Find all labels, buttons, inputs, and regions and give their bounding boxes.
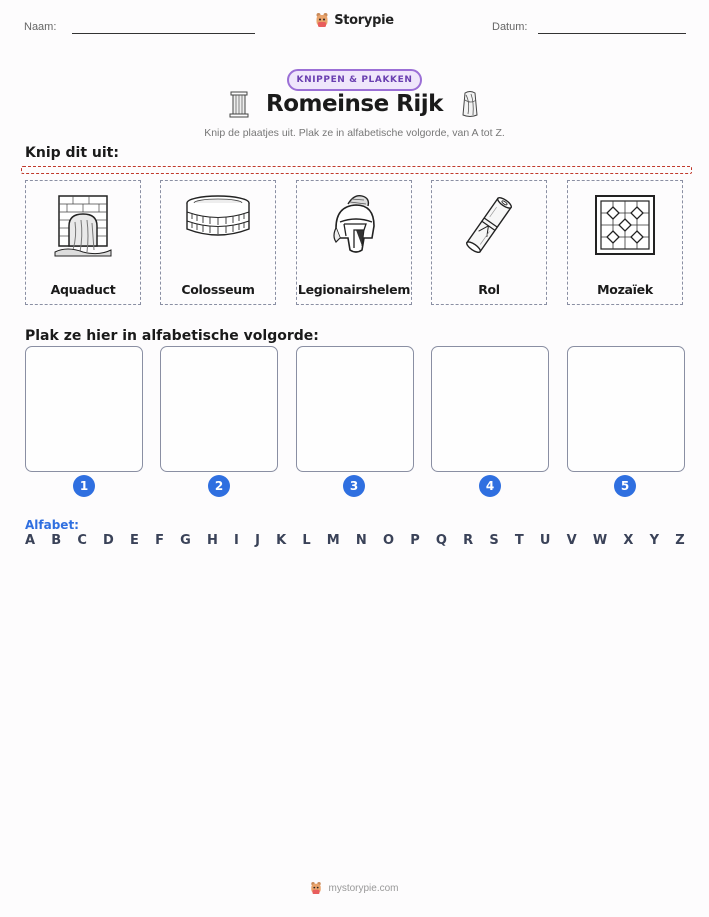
- alphabet-letter: X: [623, 533, 634, 548]
- alphabet-letter: S: [489, 533, 499, 548]
- alphabet-letter: M: [326, 533, 340, 548]
- mosaic-icon: [594, 194, 656, 256]
- alphabet-letter: L: [302, 533, 311, 548]
- alphabet-letter: N: [355, 533, 367, 548]
- cut-card-mozaiek[interactable]: [567, 180, 683, 305]
- page-title: Romeinse Rijk: [266, 91, 443, 117]
- number-badge-3: 3: [343, 475, 365, 497]
- cut-line: [21, 166, 692, 174]
- alphabet-letter: F: [155, 533, 164, 548]
- name-label: Naam:: [24, 21, 57, 33]
- scroll-icon: [462, 192, 516, 258]
- alphabet-letter: R: [463, 533, 474, 548]
- brand-name: Storypie: [334, 12, 394, 28]
- paste-box-1[interactable]: [25, 346, 143, 472]
- card-label: Colosseum: [181, 282, 255, 297]
- card-label: Legionairshelem: [297, 282, 411, 297]
- alphabet-letter: Y: [649, 533, 660, 548]
- alphabet-letter: B: [51, 533, 62, 548]
- alphabet-letter: C: [77, 533, 87, 548]
- footer: [0, 880, 709, 899]
- date-label: Datum:: [492, 21, 528, 33]
- paste-box-5[interactable]: [567, 346, 685, 472]
- column-ruin-icon: [228, 90, 250, 118]
- cut-card-aquaduct[interactable]: [25, 180, 141, 305]
- alphabet-letter: I: [234, 533, 239, 548]
- paste-box-2[interactable]: [160, 346, 278, 472]
- alphabet-letter: E: [130, 533, 139, 548]
- alphabet-heading: Alfabet:: [25, 518, 79, 532]
- activity-badge: KNIPPEN & PLAKKEN: [287, 69, 423, 91]
- cut-card-colosseum[interactable]: [160, 180, 276, 305]
- storypie-logo-icon: [315, 12, 329, 28]
- alphabet-letter: W: [592, 533, 608, 548]
- helmet-icon: [326, 192, 382, 258]
- alphabet-letter: P: [410, 533, 420, 548]
- card-label: Rol: [478, 282, 500, 297]
- paste-heading: Plak ze hier in alfabetische volgorde:: [25, 328, 319, 344]
- alphabet-letter: U: [539, 533, 551, 548]
- aqueduct-icon: [53, 192, 113, 258]
- storypie-logo-icon: [310, 881, 322, 895]
- alphabet-letter: J: [255, 533, 260, 548]
- alphabet-letter: T: [514, 533, 524, 548]
- number-badge-4: 4: [479, 475, 501, 497]
- colosseum-icon: [184, 193, 252, 243]
- alphabet-row: [25, 533, 685, 548]
- card-label: Aquaduct: [50, 282, 116, 297]
- alphabet-letter: Z: [675, 533, 685, 548]
- alphabet-letter: H: [206, 533, 218, 548]
- number-badge-2: 2: [208, 475, 230, 497]
- number-badge-5: 5: [614, 475, 636, 497]
- name-line[interactable]: [72, 33, 255, 34]
- brand: [0, 12, 709, 32]
- alphabet-letter: D: [103, 533, 114, 548]
- cut-card-rol[interactable]: [431, 180, 547, 305]
- instructions: Knip de plaatjes uit. Plak ze in alfabetische volgorde, van A tot Z.: [204, 127, 505, 139]
- cut-heading: Knip dit uit:: [25, 145, 119, 161]
- card-label: Mozaïek: [597, 282, 653, 297]
- alphabet-letter: Q: [435, 533, 447, 548]
- paste-box-4[interactable]: [431, 346, 549, 472]
- alphabet-letter: K: [276, 533, 287, 548]
- date-line[interactable]: [538, 33, 686, 34]
- alphabet-letter: O: [382, 533, 395, 548]
- paste-box-3[interactable]: [296, 346, 414, 472]
- footer-url[interactable]: mystorypie.com: [328, 882, 399, 894]
- toga-icon: [459, 90, 481, 118]
- number-badge-1: 1: [73, 475, 95, 497]
- cut-card-legionairshelem[interactable]: [296, 180, 412, 305]
- alphabet-letter: A: [25, 533, 36, 548]
- alphabet-letter: V: [566, 533, 577, 548]
- alphabet-letter: G: [180, 533, 191, 548]
